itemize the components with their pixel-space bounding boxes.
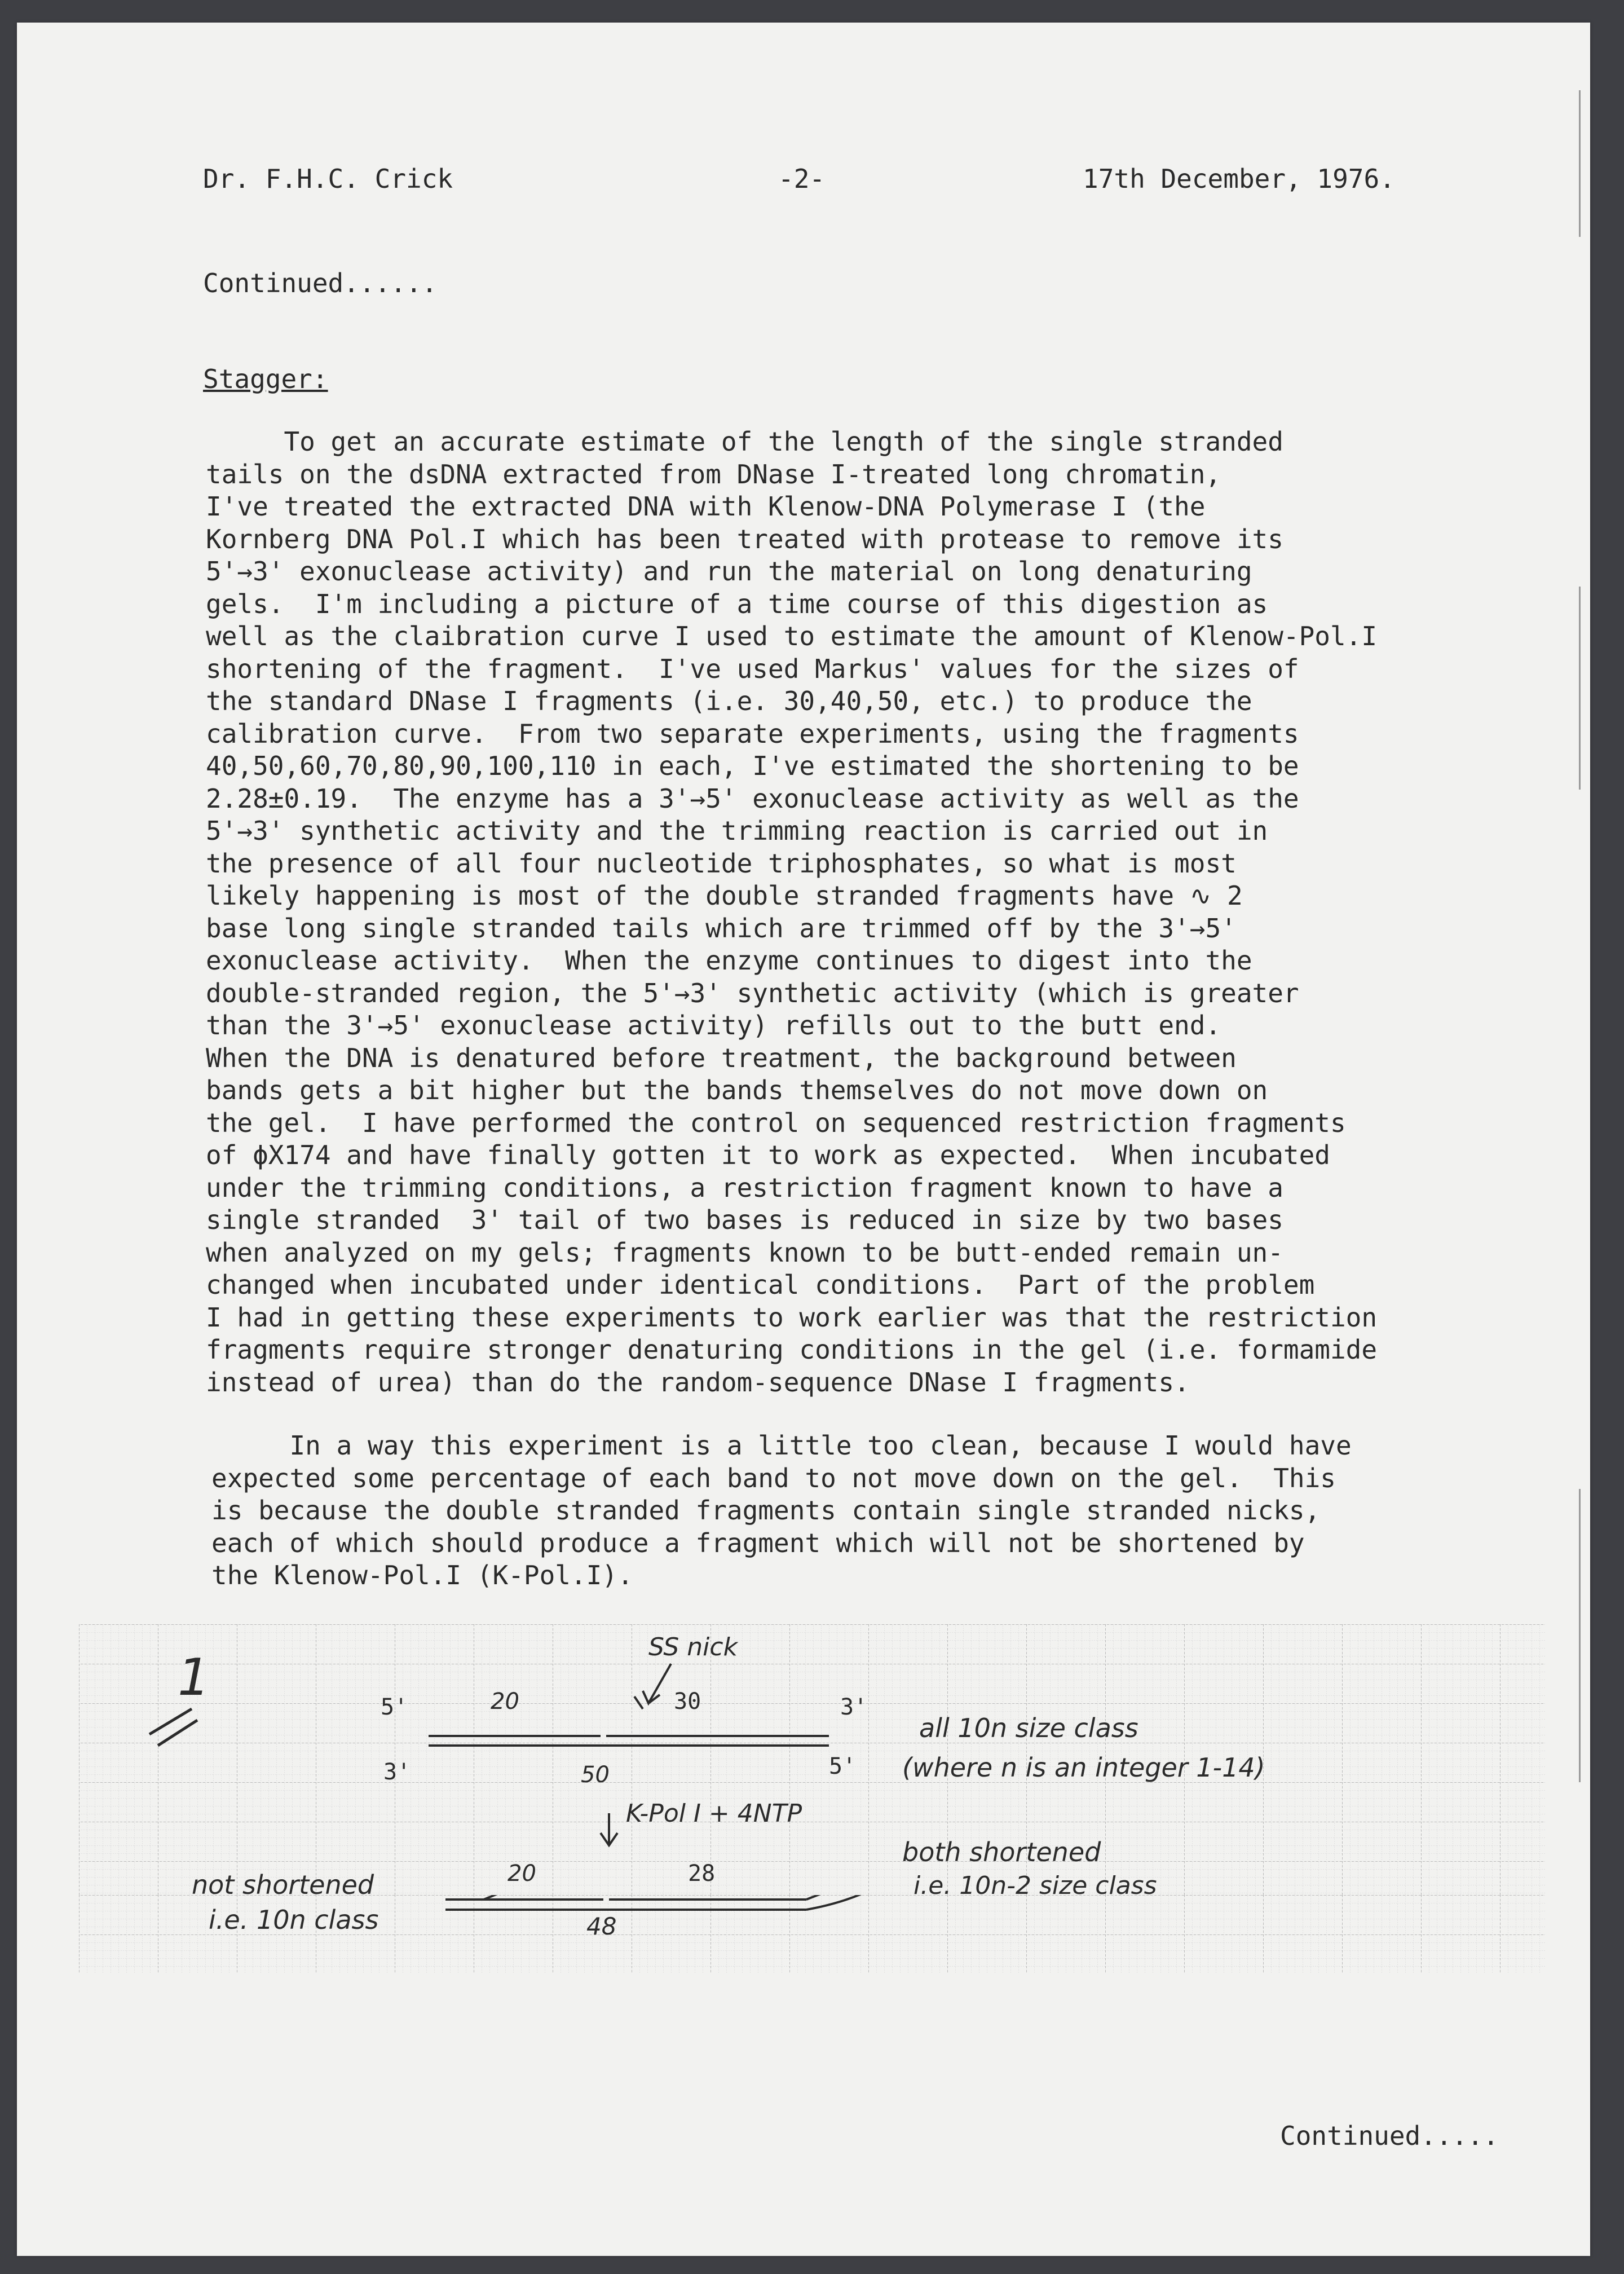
- three-prime-top: 3': [840, 1694, 868, 1720]
- ss-nick-label: SS nick: [648, 1633, 738, 1662]
- margin-rule-1: [1579, 90, 1581, 237]
- length-total-top: 50: [581, 1762, 610, 1788]
- length-right-after: 28: [688, 1861, 716, 1887]
- five-prime-top: 5': [381, 1694, 408, 1720]
- not-shortened-label: not shortened: [192, 1870, 374, 1895]
- length-left-top: 20: [491, 1689, 519, 1715]
- length-right-top: 30: [674, 1689, 701, 1715]
- where-n-label: (where n is an integer 1-14): [902, 1752, 1265, 1783]
- all-size-class-label: all 10n size class: [919, 1713, 1138, 1743]
- ie-10n-label: i.e. 10n class: [209, 1905, 379, 1935]
- paragraph-2: In a way this experiment is a little too clean, because I would have expected some percentage of each band to not move down on the gel. This is because the double stranded fragments contain single stranded nicks, each of which should produce a fragment which will not be shortened by the Klenow-Pol.I (K-Pol.I).: [211, 1430, 1352, 1590]
- length-total-after: 48: [586, 1912, 617, 1940]
- header-page-number: -2-: [778, 164, 826, 194]
- graph-paper-grid: [79, 1624, 1545, 1895]
- nick-diagram: [79, 1624, 1545, 1895]
- treatment-label: K-Pol I + 4NTP: [626, 1799, 802, 1828]
- letter-page: [17, 23, 1590, 2256]
- header-addressee: Dr. F.H.C. Crick: [203, 164, 453, 194]
- three-prime-bottom: 3': [383, 1759, 411, 1785]
- nick-diagram-lower: [79, 1895, 1545, 1980]
- five-prime-bottom: 5': [829, 1753, 857, 1779]
- margin-mark-digit: 1: [178, 1648, 210, 1707]
- paragraph-1: To get an accurate estimate of the length of the single stranded tails on the dsDNA extracted from DNase I-treated long chromatin, I've treated the extracted DNA with Klenow-DNA Polymerase I (the Kornberg DNA Pol.I which has been treated with protease to remove its 5'→3' exonuclease activity) and run the material on long denaturing gels. I'm including a picture of a time course of this digestion as well as the claibration curve I used to estimate the amount of Klenow-Pol.I shortening of the fragment. I've used Markus' values for the sizes of the standard DNase I fragments (i.e. 30,40,50, etc.) to produce the calibration curve. From two separate experiments, using the fragments 40,50,60,70,80,90,100,110 in each, I've estimated the shortening to be 2.28±0.19. The enzyme has a 3'→5' exonuclease activity as well as the 5'→3' synthetic activity and the trimming reaction is carried out in the presence of all four nucleotide triphosphates, so what is most likely happening is most of the double stranded fragments have ∿ 2 base long single stranded tails which are trimmed off by the 3'→5' exonuclease activity. When the enzyme continues to digest into the double-stranded region, the 5'→3' synthetic activity (which is greater than the 3'→5' exonuclease activity) refills out to the butt end. When the DNA is denatured before treatment, the background between bands gets a bit higher but the bands themselves do not move down on the gel. I have performed the control on sequenced restriction fragments of ϕX174 and have finally gotten it to work as expected. When incubated under the trimming conditions, a restriction fragment known to have a single stranded 3' tail of two bases is reduced in size by two bases when analyzed on my gels; fragments known to be butt-ended remain un- changed when incubated under identical conditions. Part of the problem I had in getting these experiments to work earlier was that the restriction fragments require stronger denaturing conditions in the gel (i.e. formamide instead of urea) than do the random-sequence DNase I fragments.: [206, 426, 1378, 1398]
- both-shortened-label: both shortened: [902, 1837, 1101, 1867]
- ie-10n-2-label: i.e. 10n-2 size class: [914, 1871, 1157, 1895]
- section-title: Stagger:: [203, 364, 328, 394]
- margin-rule-3: [1579, 1489, 1581, 1782]
- header-date: 17th December, 1976.: [1083, 164, 1395, 194]
- length-left-after: 20: [508, 1861, 536, 1887]
- continued-top: Continued......: [203, 268, 438, 298]
- margin-rule-2: [1579, 587, 1581, 790]
- continued-bottom: Continued.....: [1280, 2121, 1499, 2151]
